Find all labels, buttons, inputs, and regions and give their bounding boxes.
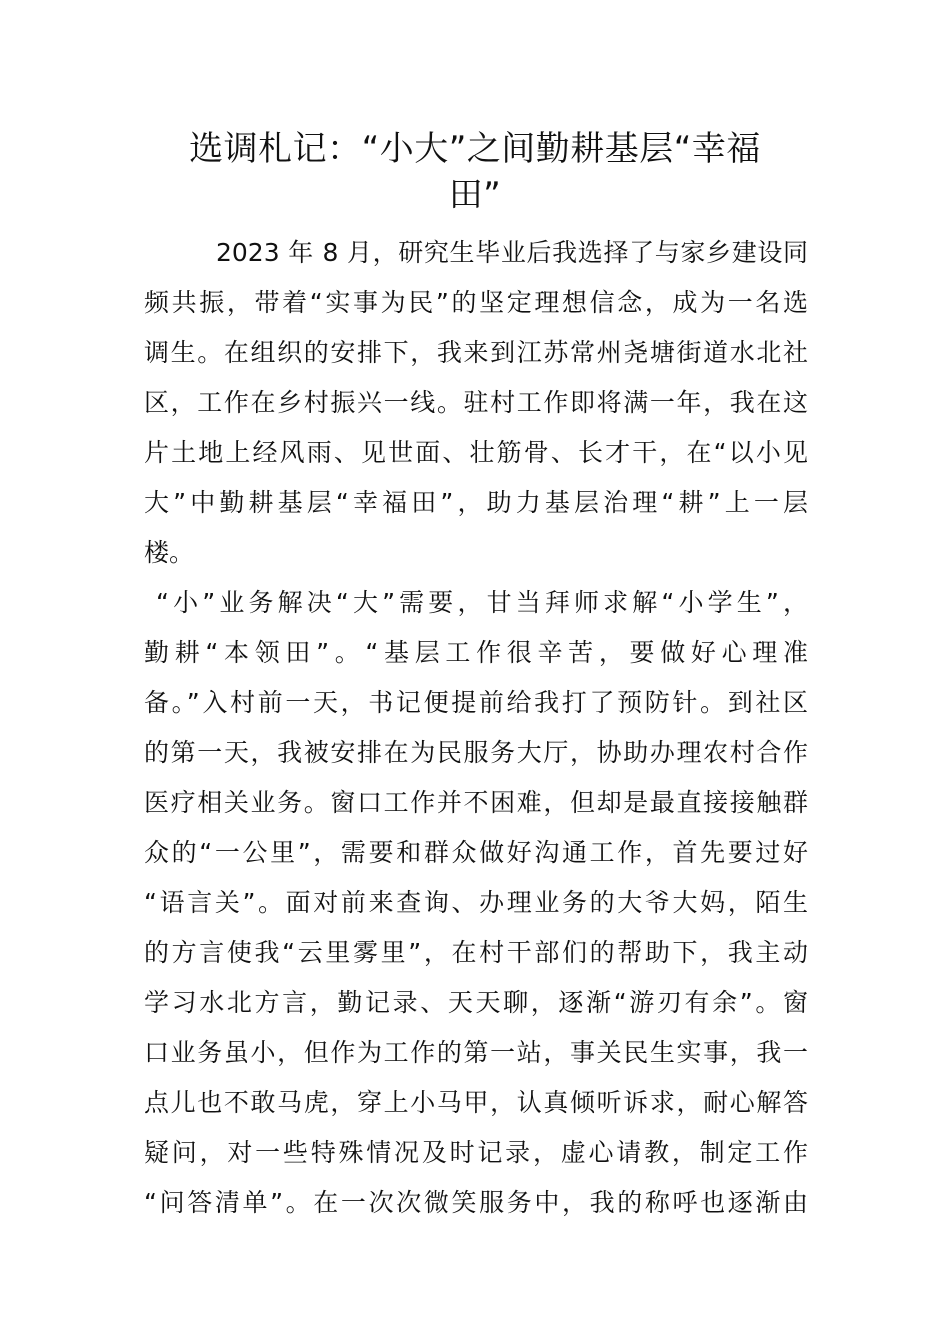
paragraph-line: “语言关”。面对前来查询、办理业务的大爷大妈，陌生 [144,888,808,917]
paragraph-line: 片土地上经风雨、见世面、壮筋骨、长才干，在“以小见 [144,438,808,467]
paragraph-line: 点儿也不敢马虎，穿上小马甲，认真倾听诉求，耐心解答 [144,1088,808,1117]
paragraph-line: “小”业务解决“大”需要，甘当拜师求解“小学生”， [156,588,808,617]
paragraph-line: 的第一天，我被安排在为民服务大厅，协助办理农村合作 [144,738,808,767]
paragraph-line: 学习水北方言，勤记录、天天聊，逐渐“游刃有余”。窗 [144,988,808,1017]
paragraph-line: 众的“一公里”，需要和群众做好沟通工作，首先要过好 [144,838,808,867]
paragraph-line: 备。”入村前一天，书记便提前给我打了预防针。到社区 [144,688,808,717]
paragraph-line: 区，工作在乡村振兴一线。驻村工作即将满一年，我在这 [144,388,808,417]
paragraph-2 [144,578,808,1228]
paragraph-line: 大”中勤耕基层“幸福田”，助力基层治理“耕”上一层 [144,488,808,517]
document-body [144,228,808,1228]
paragraph-line: 口业务虽小，但作为工作的第一站，事关民生实事，我一 [144,1038,808,1067]
paragraph-line: 医疗相关业务。窗口工作并不困难，但却是最直接接触群 [144,788,808,817]
paragraph-line: 勤耕“本领田”。“基层工作很辛苦，要做好心理准 [144,638,808,667]
paragraph-line: 2023 年 8 月，研究生毕业后我选择了与家乡建设同 [216,238,808,267]
title-line-1: 选调札记：“小大”之间勤耕基层“幸福 [189,129,761,169]
title-line-2: 田” [448,175,502,215]
paragraph-line: 的方言使我“云里雾里”，在村干部们的帮助下，我主动 [144,938,808,967]
paragraph-1 [144,228,808,578]
document-title [150,126,800,218]
paragraph-line: 疑问，对一些特殊情况及时记录，虚心请教，制定工作 [144,1138,808,1167]
paragraph-line: 楼。 [144,538,195,567]
paragraph-line: 频共振，带着“实事为民”的坚定理想信念，成为一名选 [144,288,808,317]
paragraph-line: “问答清单”。在一次次微笑服务中，我的称呼也逐渐由 [144,1188,808,1217]
paragraph-line: 调生。在组织的安排下，我来到江苏常州尧塘街道水北社 [144,338,808,367]
